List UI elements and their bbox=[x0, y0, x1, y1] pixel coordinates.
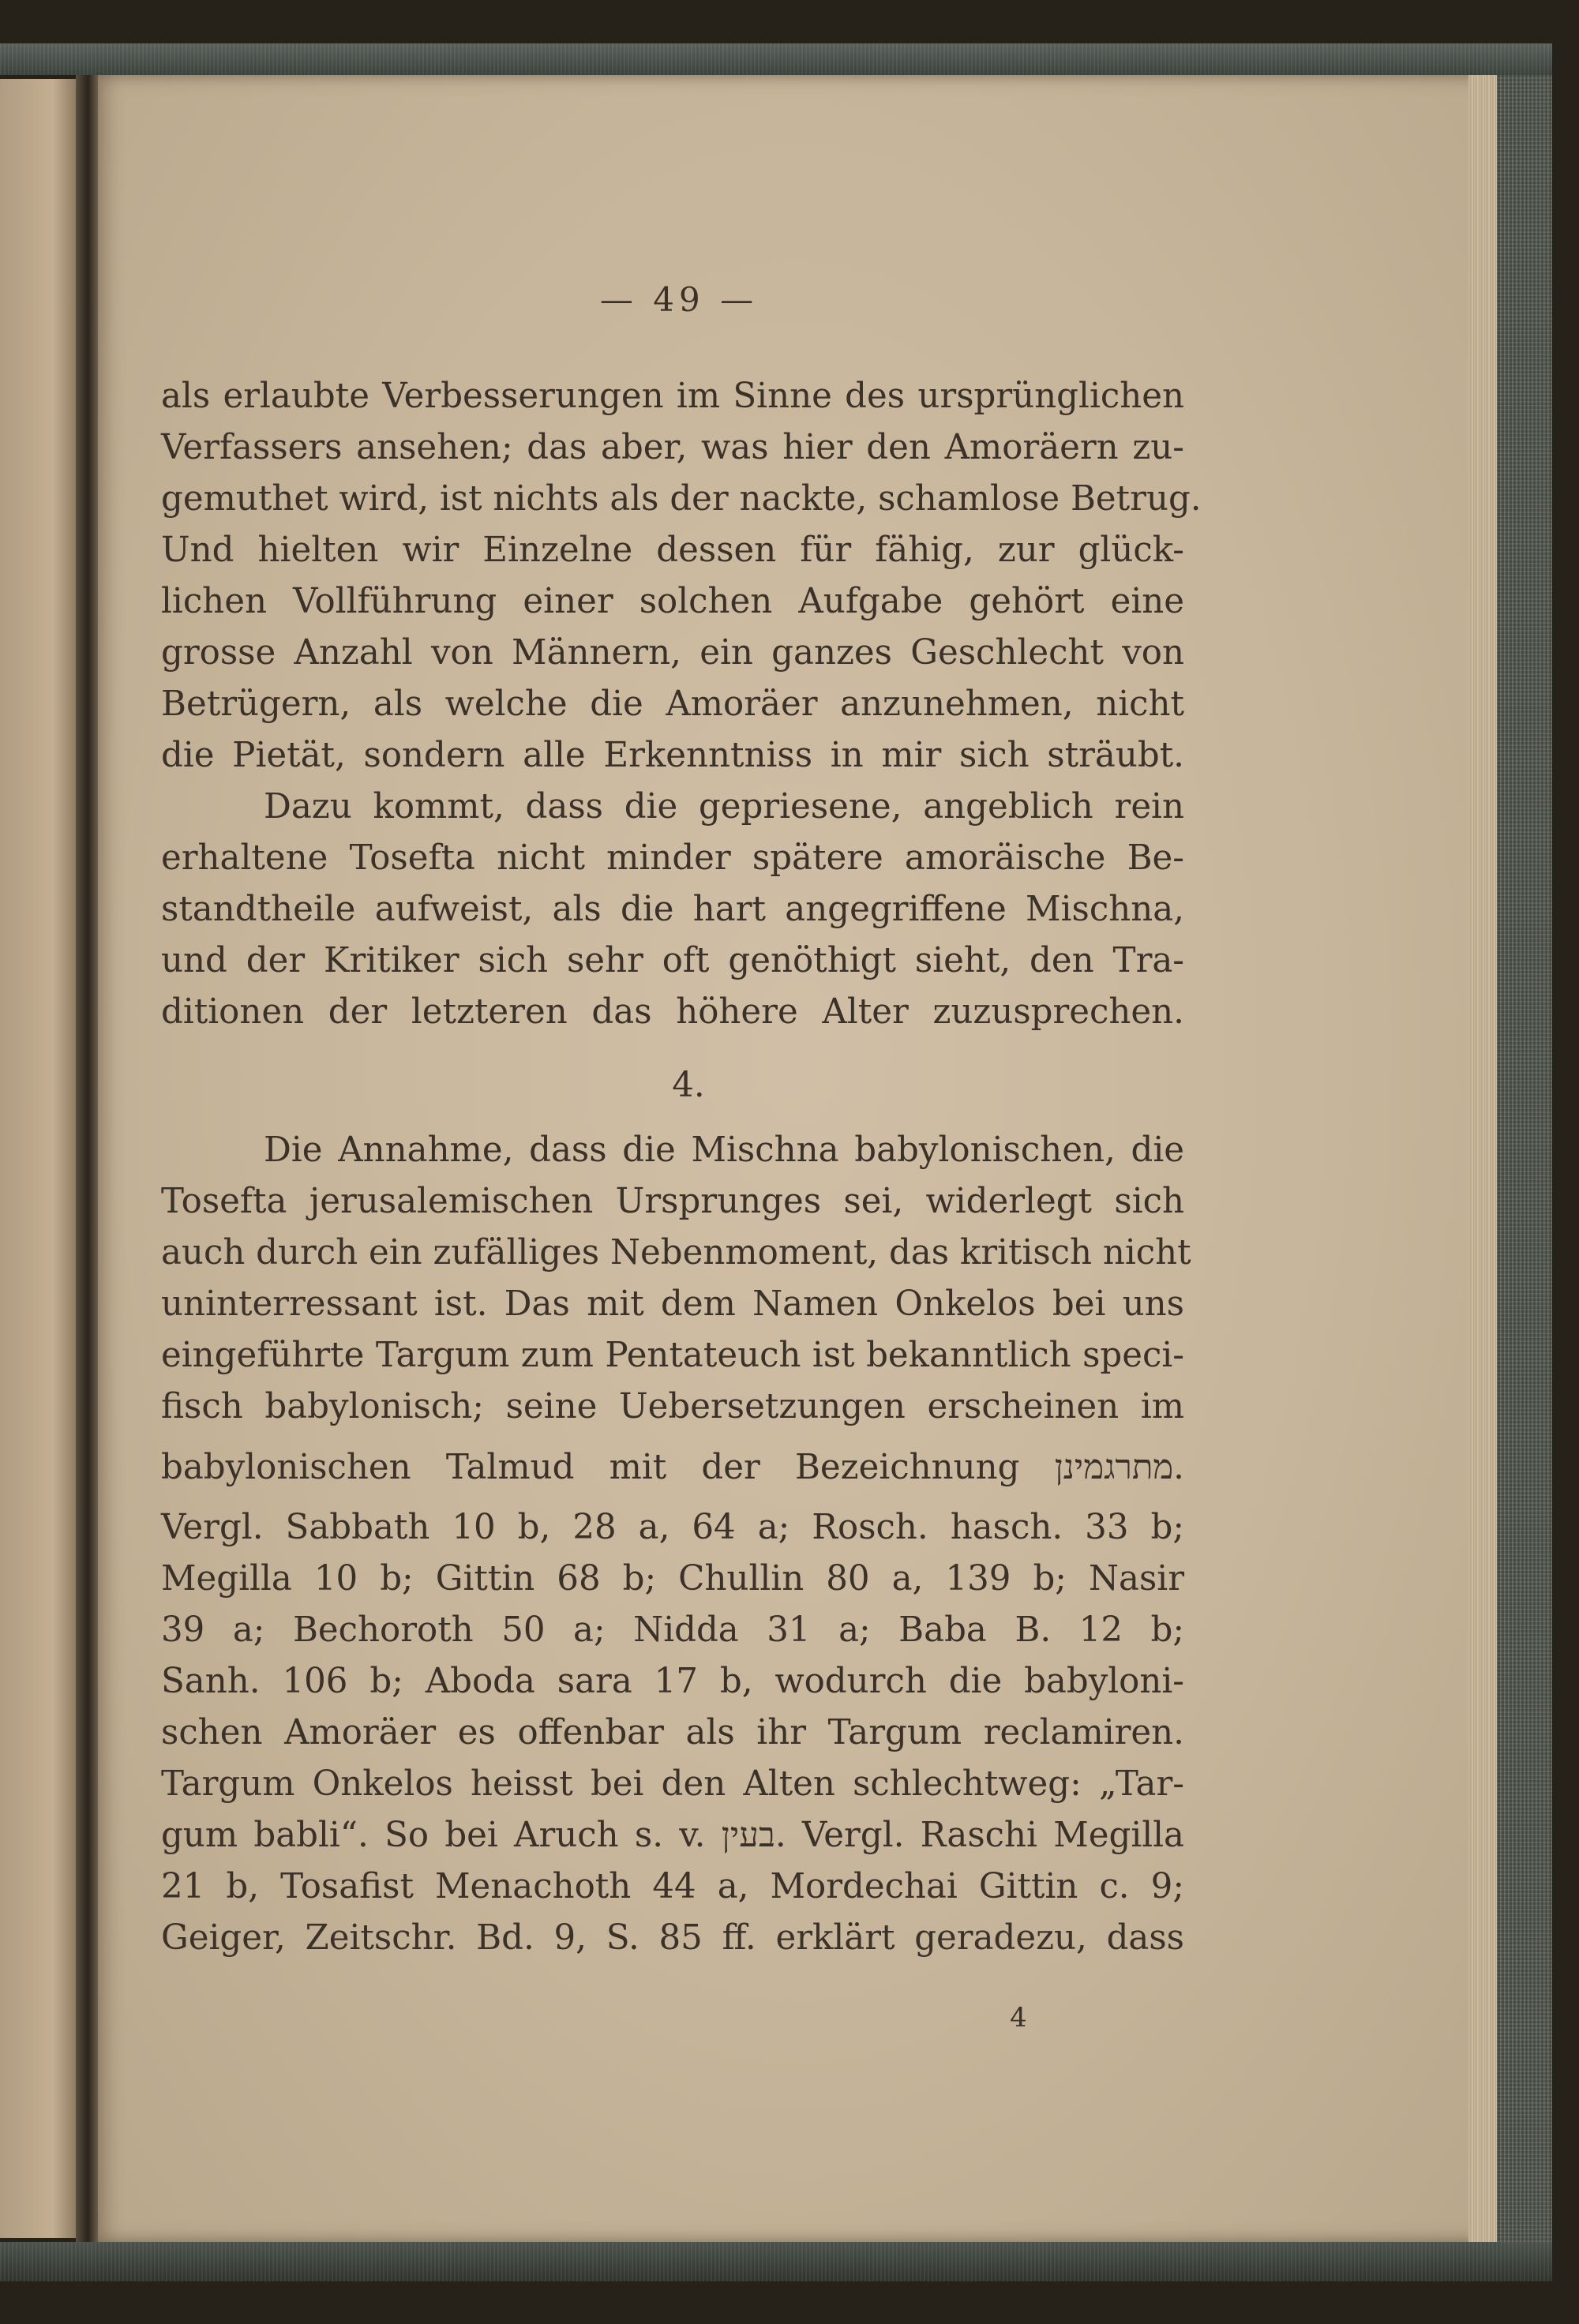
text-line: Tosefta jerusalemischen Ursprunges sei, widerlegt sich bbox=[161, 1182, 1184, 1221]
cloth-binding-right bbox=[1497, 43, 1552, 2281]
cloth-binding-top bbox=[0, 43, 1552, 75]
text-line: Targum Onkelos heisst bei den Alten schlechtweg: „Tar- bbox=[161, 1764, 1184, 1804]
text-line: uninterressant ist. Das mit dem Namen Onkelos bei uns bbox=[161, 1284, 1184, 1324]
book-gutter bbox=[76, 75, 98, 2242]
text-line: Sanh. 106 b; Aboda sara 17 b, wodurch die babyloni- bbox=[161, 1662, 1184, 1701]
signature-mark: 4 bbox=[1010, 2002, 1027, 2034]
text-line: schen Amoräer es offenbar als ihr Targum reclamiren. bbox=[161, 1713, 1184, 1752]
text-line: fisch babylonisch; seine Uebersetzungen erscheinen im bbox=[161, 1387, 1184, 1426]
text-line: grosse Anzahl von Männern, ein ganzes Geschlecht von bbox=[161, 633, 1184, 673]
page-header: — 49 — bbox=[599, 280, 759, 319]
text-line: Vergl. Sabbath 10 b, 28 a, 64 a; Rosch. hasch. 33 b; bbox=[161, 1508, 1184, 1547]
cloth-binding-bottom bbox=[0, 2242, 1552, 2281]
text-line: erhaltene Tosefta nicht minder spätere amoräische Be- bbox=[161, 838, 1184, 878]
text-line: 39 a; Bechoroth 50 a; Nidda 31 a; Baba B. 12 b; bbox=[161, 1610, 1184, 1650]
text-line: Megilla 10 b; Gittin 68 b; Chullin 80 a, 139 b; Nasir bbox=[161, 1559, 1184, 1599]
facing-page-edge bbox=[0, 79, 76, 2238]
text-line: Betrügern, als welche die Amoräer anzunehmen, nicht bbox=[161, 684, 1184, 724]
text-line: und der Kritiker sich sehr oft genöthigt sieht, den Tra- bbox=[161, 941, 1184, 980]
text-line: als erlaubte Verbesserungen im Sinne des ursprünglichen bbox=[161, 377, 1184, 416]
page-edge-stack bbox=[1468, 63, 1497, 2254]
text-line: auch durch ein zufälliges Nebenmoment, das kritisch nicht bbox=[161, 1233, 1191, 1273]
text-line-with-hebrew: babylonischen Talmud mit der Bezeichnung מתרגמינן. bbox=[161, 1448, 1184, 1487]
text-line: standtheile aufweist, als die hart angegriffene Mischna, bbox=[161, 890, 1184, 929]
text-line: ditionen der letzteren das höhere Alter zuzusprechen. bbox=[161, 992, 1184, 1032]
text-line: lichen Vollführung einer solchen Aufgabe gehört eine bbox=[161, 582, 1184, 621]
text-line: Und hielten wir Einzelne dessen für fähig, zur glück- bbox=[161, 530, 1184, 570]
text-line: die Pietät, sondern alle Erkenntniss in mir sich sträubt. bbox=[161, 736, 1184, 775]
text-line-with-hebrew: gum babli“. So bei Aruch s. v. בעין. Vergl. Raschi Megilla bbox=[161, 1816, 1184, 1855]
text-line: Die Annahme, dass die Mischna babylonischen, die bbox=[264, 1130, 1184, 1170]
page-body bbox=[161, 371, 1202, 1964]
text-line: 21 b, Tosafist Menachoth 44 a, Mordechai Gittin c. 9; bbox=[161, 1867, 1184, 1906]
text-line: eingeführte Targum zum Pentateuch ist bekanntlich speci- bbox=[161, 1336, 1184, 1375]
section-number: 4. bbox=[672, 1066, 705, 1105]
text-line: Geiger, Zeitschr. Bd. 9, S. 85 ff. erklärt geradezu, dass bbox=[161, 1918, 1184, 1958]
text-line: Dazu kommt, dass die gepriesene, angeblich rein bbox=[264, 787, 1184, 827]
text-line: Verfassers ansehen; das aber, was hier den Amoräern zu- bbox=[161, 428, 1184, 467]
text-line: gemuthet wird, ist nichts als der nackte, schamlose Betrug. bbox=[161, 479, 1202, 519]
